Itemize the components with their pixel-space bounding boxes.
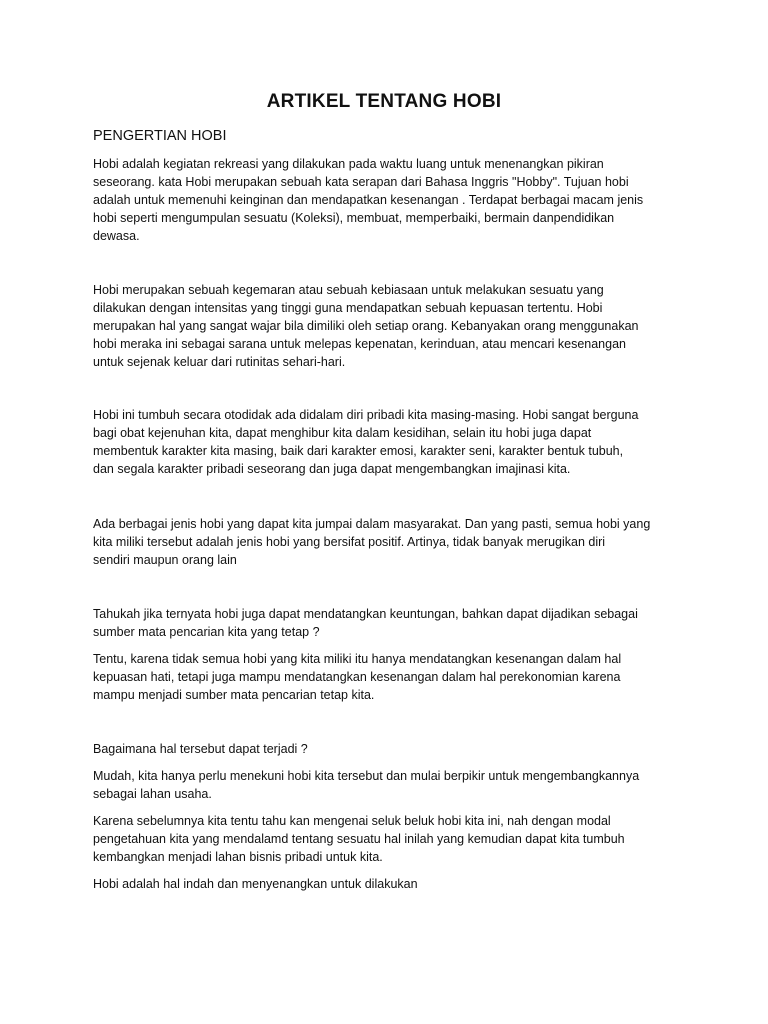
paragraph-line: mampu menjadi sumber mata pencarian tetap kita. [93, 688, 375, 702]
paragraph-1 [93, 155, 683, 245]
paragraph-line: Hobi adalah kegiatan rekreasi yang dilakukan pada waktu luang untuk menenangkan pikiran [93, 157, 604, 171]
document-title: ARTIKEL TENTANG HOBI [266, 91, 502, 112]
paragraph-line: pengetahuan kita yang mendalamd tentang sesuatu hal inilah yang kemudian dapat kita tumbuh [93, 832, 625, 846]
paragraph-line: seseorang. kata Hobi merupakan sebuah kata serapan dari Bahasa Inggris "Hobby". Tujuan hobi [93, 175, 629, 189]
paragraph-line: Bagaimana hal tersebut dapat terjadi ? [93, 742, 308, 756]
paragraph-line: bagi obat kejenuhan kita, dapat menghibur kita dalam kesidihan, selain itu hobi juga dapat [93, 426, 592, 440]
paragraph-line: kepuasan hati, tetapi juga mampu mendatangkan kesenangan dalam hal perekonomian karena [93, 670, 621, 684]
paragraph-8 [93, 767, 683, 803]
paragraph-line: Mudah, kita hanya perlu menekuni hobi kita tersebut dan mulai berpikir untuk mengembangkannya [93, 769, 640, 783]
paragraph-line: membentuk karakter kita masing, baik dari karakter emosi, karakter seni, karakter bentuk tubuh, [93, 444, 624, 458]
paragraph-2 [93, 281, 683, 371]
paragraph-line: Hobi merupakan sebuah kegemaran atau sebuah kebiasaan untuk melakukan sesuatu yang [93, 283, 604, 297]
paragraph-line: Hobi adalah hal indah dan menyenangkan untuk dilakukan [93, 877, 418, 891]
paragraph-3 [93, 406, 683, 478]
paragraph-line: dilakukan dengan intensitas yang tinggi guna mendapatkan sebuah kepuasan tertentu. Hobi [93, 301, 603, 315]
section-heading: PENGERTIAN HOBI [93, 128, 227, 144]
paragraph-4 [93, 515, 683, 569]
paragraph-line: Tentu, karena tidak semua hobi yang kita miliki itu hanya mendatangkan kesenangan dalam hal [93, 652, 622, 666]
paragraph-line: hobi seperti mengumpulan sesuatu (Koleksi), membuat, memperbaiki, bermain danpendidikan [93, 211, 615, 225]
paragraph-9 [93, 812, 683, 866]
paragraph-6 [93, 650, 683, 704]
paragraph-10 [93, 875, 683, 893]
paragraph-line: sendiri maupun orang lain [93, 553, 237, 567]
paragraph-line: kita miliki tersebut adalah jenis hobi yang bersifat positif. Artinya, tidak banyak merugikan diri [93, 535, 606, 549]
paragraph-line: merupakan hal yang sangat wajar bila dimiliki oleh setiap orang. Kebanyakan orang menggunakan [93, 319, 639, 333]
paragraph-line: Ada berbagai jenis hobi yang dapat kita jumpai dalam masyarakat. Dan yang pasti, semua hobi yang [93, 517, 651, 531]
paragraph-line: Tahukah jika ternyata hobi juga dapat mendatangkan keuntungan, bahkan dapat dijadikan sebagai [93, 607, 638, 621]
paragraph-line: kembangkan menjadi lahan bisnis pribadi untuk kita. [93, 850, 383, 864]
paragraph-line: dan segala karakter pribadi seseorang dan juga dapat mengembangkan imajinasi kita. [93, 462, 571, 476]
paragraph-line: hobi meraka ini sebagai sarana untuk melepas kepenatan, kerinduan, atau mencari kesenangan [93, 337, 626, 351]
paragraph-line: Karena sebelumnya kita tentu tahu kan mengenai seluk beluk hobi kita ini, nah dengan modal [93, 814, 611, 828]
paragraph-line: sebagai lahan usaha. [93, 787, 212, 801]
paragraph-5 [93, 605, 683, 641]
paragraph-7 [93, 740, 683, 758]
paragraph-line: sumber mata pencarian kita yang tetap ? [93, 625, 320, 639]
paragraph-line: untuk sejenak keluar dari rutinitas sehari-hari. [93, 355, 346, 369]
paragraph-line: dewasa. [93, 229, 140, 243]
paragraph-line: adalah untuk memenuhi keinginan dan mendapatkan kesenangan . Terdapat berbagai macam jenis [93, 193, 644, 207]
paragraph-line: Hobi ini tumbuh secara otodidak ada didalam diri pribadi kita masing-masing. Hobi sangat berguna [93, 408, 639, 422]
